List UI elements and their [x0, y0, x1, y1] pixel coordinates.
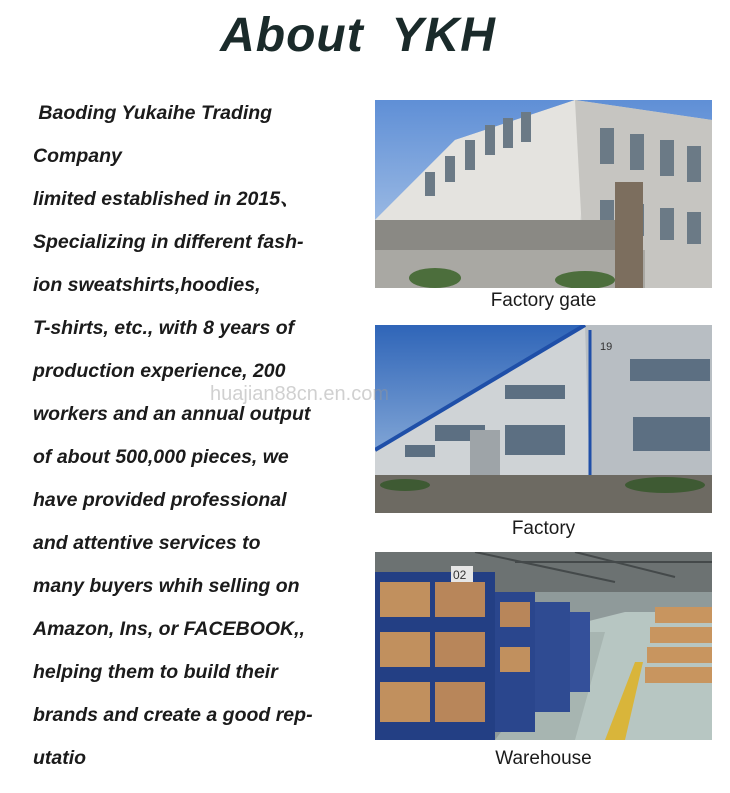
description-line: limited established in 2015、 [33, 188, 300, 210]
watermark: huajian88cn.en.com [210, 383, 390, 405]
factory-gate-photo [375, 100, 712, 288]
photo-caption: Warehouse [495, 748, 592, 769]
description-line: brands and create a good rep- [33, 704, 313, 726]
description-line: many buyers whih selling on [33, 575, 300, 597]
description-line: have provided professional [33, 489, 287, 511]
description-line: and attentive services to [33, 532, 261, 554]
description-line: ion sweatshirts,hoodies, [33, 274, 261, 296]
description-line: Amazon, Ins, or FACEBOOK,, [33, 618, 305, 640]
description-line: workers and an annual output [33, 403, 311, 425]
photo-caption: Factory [511, 518, 576, 539]
description-line: Baoding Yukaihe Trading [33, 102, 273, 124]
page-title: About YKH [220, 9, 496, 62]
description-line: Company [33, 145, 122, 167]
description-line: utatio [33, 747, 87, 769]
description-line: production experience, 200 [33, 360, 286, 382]
description-line: T-shirts, etc., with 8 years of [33, 317, 295, 339]
description-line: helping them to build their [33, 661, 278, 683]
warehouse-photo [375, 552, 712, 740]
description-line: of about 500,000 pieces, we [33, 446, 289, 468]
aisle-sign: 02 [453, 568, 467, 582]
factory-photo [375, 325, 712, 513]
photo-caption: Factory gate [490, 290, 597, 311]
description-line: Specializing in different fash- [33, 231, 304, 253]
building-number: 19 [600, 341, 613, 353]
company-description [33, 92, 353, 780]
